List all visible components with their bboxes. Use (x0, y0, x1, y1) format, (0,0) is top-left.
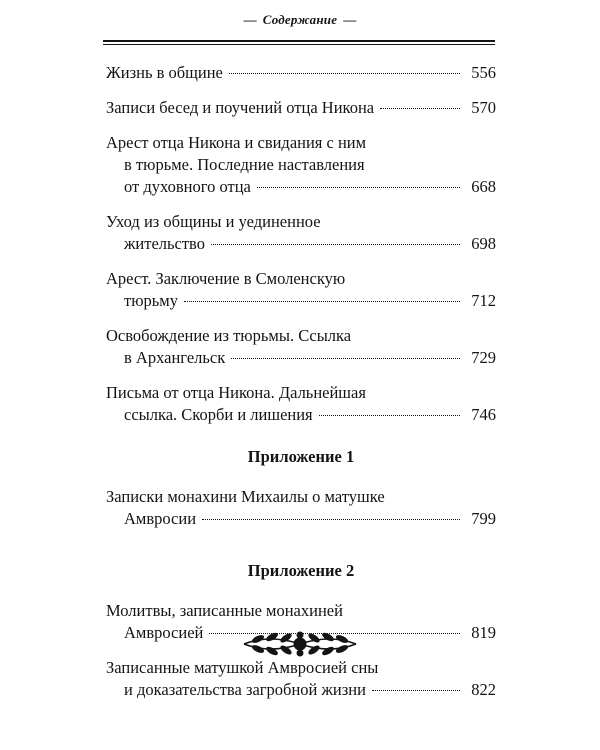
toc-entry-page-number: 729 (471, 348, 496, 367)
toc-entry-page-number: 668 (471, 177, 496, 196)
toc-entry-title-line: Записи бесед и поучений отца Никона (106, 98, 375, 117)
dot-leader (372, 690, 460, 691)
toc-entry-page-number: 556 (471, 63, 496, 82)
toc-entry-title-line: в тюрьме. Последние наставления (124, 155, 365, 174)
header-rule-thin (103, 44, 495, 45)
toc-entry-page-number: 570 (471, 98, 496, 117)
toc-entry-title-line: Письма от отца Никона. Дальнейшая (106, 383, 366, 402)
toc-entry-last-line (106, 679, 496, 701)
dot-leader (229, 73, 460, 74)
header-rule-thick (103, 40, 495, 42)
toc-entry-title-line: Освобождение из тюрьмы. Ссылка (106, 326, 352, 345)
dot-leader (319, 415, 460, 416)
toc-entry-title-line: жительство (124, 234, 205, 253)
toc-entry-page-number: 822 (471, 680, 496, 699)
toc-entry-last-line (106, 404, 496, 426)
toc-entry-last-line (106, 233, 496, 255)
toc-entry-page-number: 712 (471, 291, 496, 310)
table-of-contents (106, 62, 496, 714)
dot-leader (257, 187, 460, 188)
dot-leader (231, 358, 460, 359)
toc-entry-title-line: Амвросии (124, 509, 197, 528)
toc-entry-page-number: 819 (471, 623, 496, 642)
toc-entry-last-line (106, 97, 496, 119)
running-header (0, 12, 600, 28)
toc-entry-last-line (106, 290, 496, 312)
toc-entry-last-line (106, 347, 496, 369)
toc-entry (106, 97, 496, 119)
toc-appendix-1-section (106, 486, 496, 530)
dot-leader (202, 519, 460, 520)
floral-ornament-icon (240, 626, 360, 662)
toc-entry (106, 268, 496, 312)
toc-entry-title-line: Молитвы, записанные монахиней (106, 601, 343, 620)
dot-leader (380, 108, 460, 109)
toc-entry-title-line: Записанные матушкой Амвросией сны (106, 658, 379, 677)
toc-entry-title-line: Арест. Заключение в Смоленскую (106, 269, 346, 288)
toc-entry-title-line: Уход из общины и уединенное (106, 212, 321, 231)
toc-main-section (106, 62, 496, 426)
toc-entry (106, 132, 496, 198)
header-dash-left: — (243, 12, 257, 27)
toc-entry-last-line (106, 176, 496, 198)
toc-entry (106, 382, 496, 426)
toc-entry-last-line (106, 62, 496, 84)
dot-leader (211, 244, 460, 245)
toc-entry-page-number: 698 (471, 234, 496, 253)
toc-entry-title-line: Жизнь в общине (106, 63, 223, 82)
header-dash-right: — (343, 12, 357, 27)
appendix-2-heading: Приложение 2 (247, 561, 355, 580)
toc-entry-title-line: в Архангельск (124, 348, 226, 367)
toc-entry (106, 486, 496, 530)
toc-entry-page-number: 746 (471, 405, 496, 424)
toc-entry-title-line: Амвросией (124, 623, 204, 642)
toc-entry-title-line: и доказательства загробной жизни (124, 680, 366, 699)
toc-entry-title-line: Арест отца Никона и свидания с ним (106, 133, 367, 152)
toc-entry-title-line: тюрьму (124, 291, 179, 310)
toc-entry-page-number: 799 (471, 509, 496, 528)
dot-leader (184, 301, 460, 302)
toc-entry-last-line (106, 508, 496, 530)
toc-entry-title-line: от духовного отца (124, 177, 251, 196)
toc-entry (106, 657, 496, 701)
toc-entry (106, 325, 496, 369)
toc-entry-title-line: ссылка. Скорби и лишения (124, 405, 313, 424)
toc-entry (106, 62, 496, 84)
header-title: Содержание (262, 12, 338, 27)
toc-entry-title-line: Записки монахини Михаилы о матушке (106, 487, 385, 506)
appendix-1-heading: Приложение 1 (247, 447, 355, 466)
toc-entry (106, 211, 496, 255)
